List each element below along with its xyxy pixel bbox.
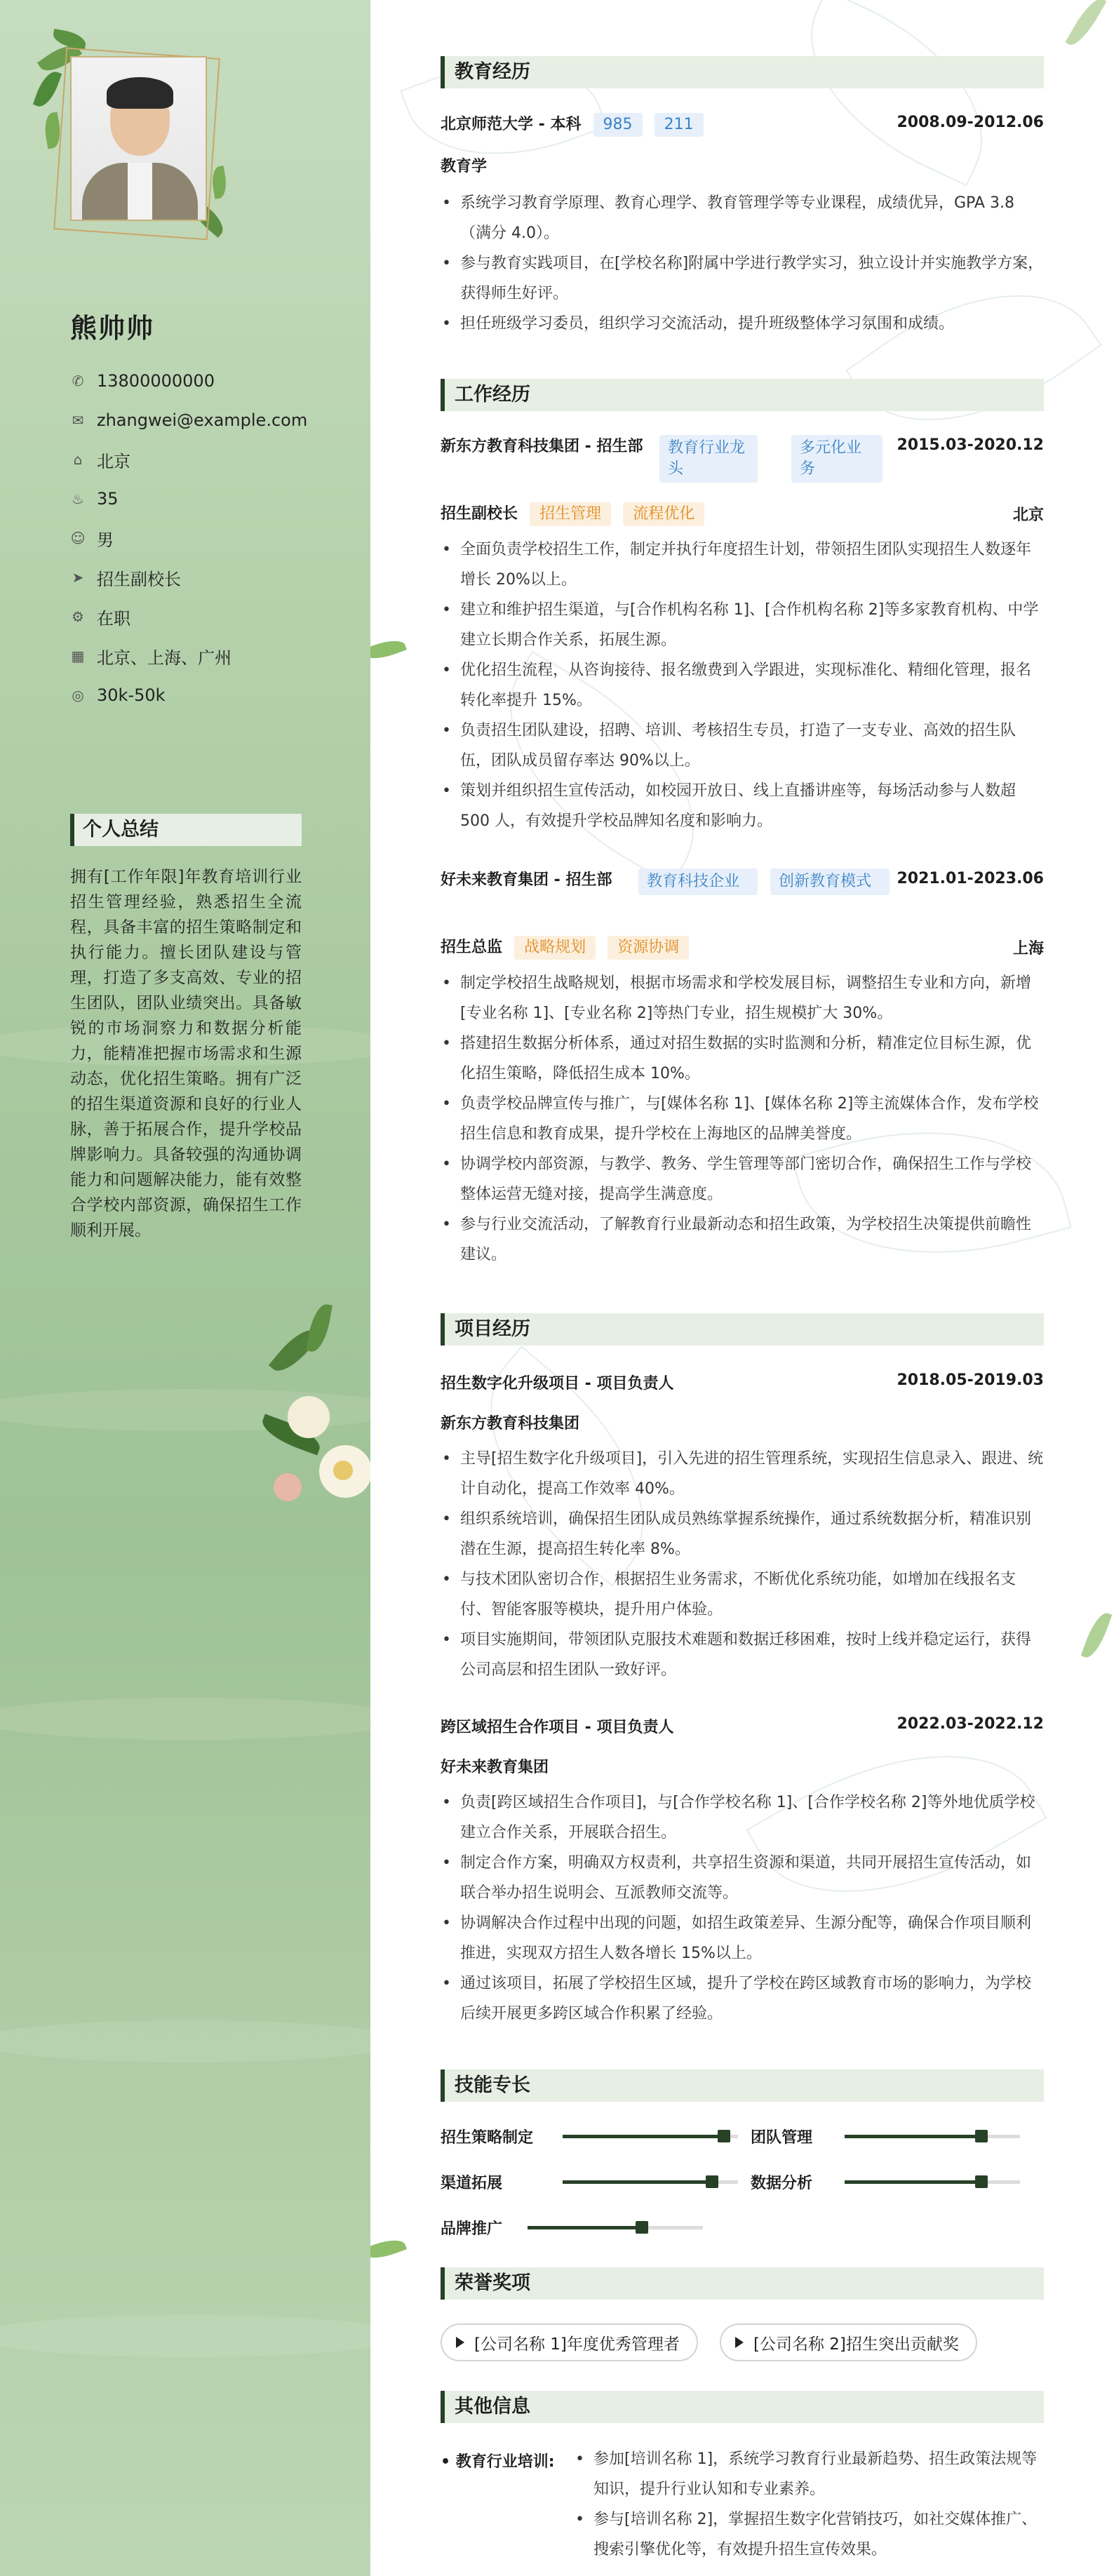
skill-level-fill [528, 2226, 642, 2229]
skill-level-fill [845, 2135, 981, 2138]
skill-level-fill [845, 2180, 981, 2184]
job-position: 招生总监 [441, 939, 503, 956]
money-icon: ◎ [72, 687, 84, 704]
list-item: • 参与教育实践项目，在[学校名称]附属中学进行教学实习，独立设计并实施教学方案，获得师生好评。 [441, 248, 1044, 309]
job-header [441, 435, 1044, 484]
skill-name: 渠道拓展 [441, 2175, 503, 2192]
job-date: 2015.03-2020.12 [897, 436, 1044, 454]
info-position [70, 558, 307, 597]
skill-item [441, 2126, 738, 2147]
project-date: 2018.05-2019.03 [897, 1371, 1044, 1389]
education-section-title: 教育经历 [441, 56, 1044, 88]
list-item: • 制定学校招生战略规划，根据市场需求和学校发展目标，调整招生专业和方向，新增[专业名称 1]、[专业名称 2]等热门专业，招生规模扩大 30%。 [441, 968, 1044, 1028]
project-org: 新东方教育科技集团 [441, 1415, 580, 1433]
info-cities [70, 636, 307, 676]
project-bullets [441, 1444, 1044, 1685]
list-item: • 搭建招生数据分析体系，通过对招生数据的实时监测和分析，精准定位目标生源，优化招生策略，降低招生成本 10%。 [441, 1028, 1044, 1089]
job-position-row [441, 502, 1044, 526]
skill-level-bar [845, 2135, 1020, 2138]
skill-level-fill [563, 2135, 724, 2138]
company-tag: 多元化业务 [791, 435, 883, 483]
award-text: [公司名称 1]年度优秀管理者 [474, 2335, 680, 2354]
sidebar [0, 0, 370, 2576]
info-gender [70, 518, 307, 558]
skills-section-title: 技能专长 [441, 2069, 1044, 2102]
list-item: • 参加[培训名称 1]，系统学习教育行业最新趋势、招生政策法规等知识，提升行业认知和专业素养。 [574, 2444, 1044, 2504]
play-icon [456, 2337, 464, 2348]
list-item: • 参与[培训名称 2]，掌握招生数字化营销技巧，如社交媒体推广、搜索引擎优化等，有效提升招生宣传效果。 [574, 2504, 1044, 2565]
education-date: 2008.09-2012.06 [897, 114, 1044, 131]
status-icon: ⚙ [72, 608, 84, 625]
list-item: • 与技术团队密切合作，根据招生业务需求，不断优化系统功能，如增加在线报名支付、智能客服等模块，提升用户体验。 [441, 1564, 1044, 1625]
gender-text: 男 [97, 530, 114, 550]
skill-item [441, 2217, 703, 2239]
list-item: • 负责招生团队建设，招聘、培训、考核招生专员，打造了一支专业、高效的招生队伍，团队成员留存率达 90%以上。 [441, 716, 1044, 776]
info-email [70, 401, 307, 440]
job-bullets [441, 535, 1044, 836]
work-section-title: 工作经历 [441, 379, 1044, 411]
skill-level-knob [636, 2221, 648, 2234]
job-position: 招生副校长 [441, 505, 518, 523]
position-text: 招生副校长 [97, 569, 181, 589]
job-header [441, 868, 1044, 918]
other-bullets [574, 2444, 1044, 2565]
info-age [70, 479, 307, 518]
phone-text: 13800000000 [97, 371, 215, 391]
skill-level-knob [975, 2130, 988, 2142]
project-bullets [441, 1787, 1044, 2029]
skill-level-knob [706, 2175, 718, 2188]
building-icon: ▦ [71, 648, 85, 664]
job-bullets [441, 968, 1044, 1270]
position-tag: 资源协调 [608, 936, 689, 960]
background-wave [0, 2315, 370, 2357]
skill-level-bar [563, 2180, 738, 2184]
projects-section-title: 项目经历 [441, 1313, 1044, 1346]
leaf-decoration [210, 166, 229, 199]
school-tag: 211 [655, 113, 704, 137]
list-item: • 系统学习教育学原理、教育心理学、教育管理学等专业课程，成绩优异，GPA 3.8（满分 4.0）。 [441, 188, 1044, 248]
company-name: 好未来教育集团 - 招生部 [441, 871, 612, 889]
leaf-decoration [51, 29, 87, 50]
award-badge [441, 2323, 698, 2361]
education-header [441, 112, 1044, 137]
school-name: 北京师范大学 - 本科 [441, 116, 582, 133]
list-item: • 项目实施期间，带领团队克服技术难题和数据迁移困难，按时上线并稳定运行，获得公司高层和招生团队一致好评。 [441, 1625, 1044, 1685]
info-location [70, 440, 307, 479]
play-icon [735, 2337, 744, 2348]
job-position-row [441, 935, 1044, 960]
info-phone [70, 361, 307, 401]
background-wave [0, 1698, 370, 1740]
gender-icon: ☺ [70, 530, 86, 546]
status-text: 在职 [97, 608, 130, 629]
skill-item [441, 2171, 738, 2193]
list-item: • 负责[跨区域招生合作项目]，与[合作学校名称 1]、[合作学校名称 2]等外地优质学校建立合作关系，开展联合招生。 [441, 1787, 1044, 1848]
list-item: • 参与行业交流活动，了解教育行业最新动态和招生政策，为学校招生决策提供前瞻性建议。 [441, 1209, 1044, 1270]
candidate-name: 熊帅帅 [70, 313, 155, 344]
email-text: zhangwei@example.com [97, 410, 308, 430]
project-name: 招生数字化升级项目 - 项目负责人 [441, 1375, 674, 1393]
location-text: 北京 [97, 451, 130, 471]
education-major: 教育学 [441, 158, 488, 175]
flower-decoration [253, 1312, 370, 1529]
skill-level-bar [845, 2180, 1020, 2184]
company-tag: 教育科技企业 [638, 868, 758, 895]
award-text: [公司名称 2]招生突出贡献奖 [753, 2335, 959, 2354]
list-item: • 担任班级学习委员，组织学习交流活动，提升班级整体学习氛围和成绩。 [441, 309, 1044, 339]
salary-text: 30k-50k [97, 685, 166, 705]
list-item: • 策划并组织招生宣传活动，如校园开放日、线上直播讲座等，每场活动参与人数超 500 人，有效提升学校品牌知名度和影响力。 [441, 776, 1044, 836]
list-item: • 制定合作方案，明确双方权责利，共享招生资源和渠道，共同开展招生宣传活动，如联合举办招生说明会、互派教师交流等。 [441, 1848, 1044, 1908]
contact-info-list [70, 361, 307, 715]
project-header [441, 1715, 1044, 1737]
info-salary [70, 676, 307, 715]
skill-level-fill [563, 2180, 712, 2184]
project-date: 2022.03-2022.12 [897, 1715, 1044, 1733]
list-item: • 优化招生流程，从咨询接待、报名缴费到入学跟进，实现标准化、精细化管理，报名转化率提升 15%。 [441, 655, 1044, 716]
skill-item [751, 2126, 1020, 2147]
skill-level-knob [975, 2175, 988, 2188]
summary-title: 个人总结 [70, 814, 302, 846]
list-item: • 建立和维护招生渠道，与[合作机构名称 1]、[合作机构名称 2]等多家教育机构、中学建立长期合作关系，拓展生源。 [441, 595, 1044, 655]
list-item: • 主导[招生数字化升级项目]，引入先进的招生管理系统，实现招生信息录入、跟进、统计自动化，提高工作效率 40%。 [441, 1444, 1044, 1504]
skill-level-bar [528, 2226, 703, 2229]
home-icon: ⌂ [73, 451, 83, 468]
job-date: 2021.01-2023.06 [897, 870, 1044, 887]
company-tag: 创新教育模式 [770, 868, 890, 895]
background-wave [0, 2020, 370, 2062]
skill-name: 品牌推广 [441, 2220, 503, 2238]
send-icon: ➤ [72, 569, 84, 586]
job-city: 北京 [1012, 507, 1044, 524]
avatar [70, 56, 207, 221]
awards-section-title: 荣誉奖项 [441, 2267, 1044, 2300]
mail-icon: ✉ [72, 412, 84, 429]
education-bullets [441, 188, 1044, 339]
job-city: 上海 [1012, 940, 1044, 958]
cake-icon: ♨ [72, 490, 84, 507]
list-item: • 协调学校内部资源，与教学、教务、学生管理等部门密切合作，确保招生工作与学校整体运营无缝对接，提高学生满意度。 [441, 1149, 1044, 1209]
info-status [70, 597, 307, 636]
list-item: • 组织系统培训，确保招生团队成员熟练掌握系统操作，通过系统数据分析，精准识别潜在生源，提高招生转化率 8%。 [441, 1504, 1044, 1564]
project-org: 好未来教育集团 [441, 1759, 549, 1776]
project-name: 跨区域招生合作项目 - 项目负责人 [441, 1719, 674, 1736]
position-tag: 招生管理 [530, 502, 611, 526]
other-label: • 教育行业培训: [441, 2453, 555, 2471]
position-tag: 战略规划 [514, 936, 596, 960]
list-item: • 全面负责学校招生工作，制定并执行年度招生计划，带领招生团队实现招生人数逐年增长 20%以上。 [441, 535, 1044, 595]
phone-icon: ✆ [72, 373, 84, 389]
other-label-text: 教育行业培训: [455, 2453, 555, 2471]
skill-name: 招生策略制定 [441, 2129, 534, 2147]
company-name: 新东方教育科技集团 - 招生部 [441, 438, 643, 455]
project-header [441, 1371, 1044, 1393]
position-tag: 流程优化 [623, 502, 704, 526]
cities-text: 北京、上海、广州 [97, 648, 231, 668]
age-text: 35 [97, 489, 119, 509]
company-tag: 教育行业龙头 [659, 435, 758, 483]
list-item: • 通过该项目，拓展了学校招生区域，提升了学校在跨区域教育市场的影响力，为学校后续开展更多跨区域合作积累了经验。 [441, 1968, 1044, 2029]
skill-name: 团队管理 [751, 2129, 813, 2147]
leaf-decoration [33, 68, 62, 110]
other-section-title: 其他信息 [441, 2391, 1044, 2423]
skill-level-bar [563, 2135, 738, 2138]
award-badge [720, 2323, 977, 2361]
list-item: • 负责学校品牌宣传与推广，与[媒体名称 1]、[媒体名称 2]等主流媒体合作，发布学校招生信息和教育成果，提升学校在上海地区的品牌美誉度。 [441, 1089, 1044, 1149]
main-content [370, 0, 1114, 2576]
skill-name: 数据分析 [751, 2175, 813, 2192]
skill-level-knob [718, 2130, 730, 2142]
summary-text: 拥有[工作年限]年教育培训行业招生管理经验，熟悉招生全流程，具备丰富的招生策略制定和执行能力。擅长团队建设与管理，打造了多支高效、专业的招生团队，团队业绩突出。具备敏锐的市场洞察力和数据分析能力，能精准把握市场需求和生源动态，优化招生策略。拥有广泛的招生渠道资源和良好的行业人脉，善于拓展合作，提升学校品牌影响力。具备较强的沟通协调能力和问题解决能力，能有效整合学校内部资源，确保招生工作顺利开展。 [70, 868, 302, 1240]
skill-item [751, 2171, 1020, 2193]
school-tag: 985 [593, 113, 643, 137]
list-item: • 协调解决合作过程中出现的问题，如招生政策差异、生源分配等，确保合作项目顺利推进，实现双方招生人数各增长 15%以上。 [441, 1908, 1044, 1968]
